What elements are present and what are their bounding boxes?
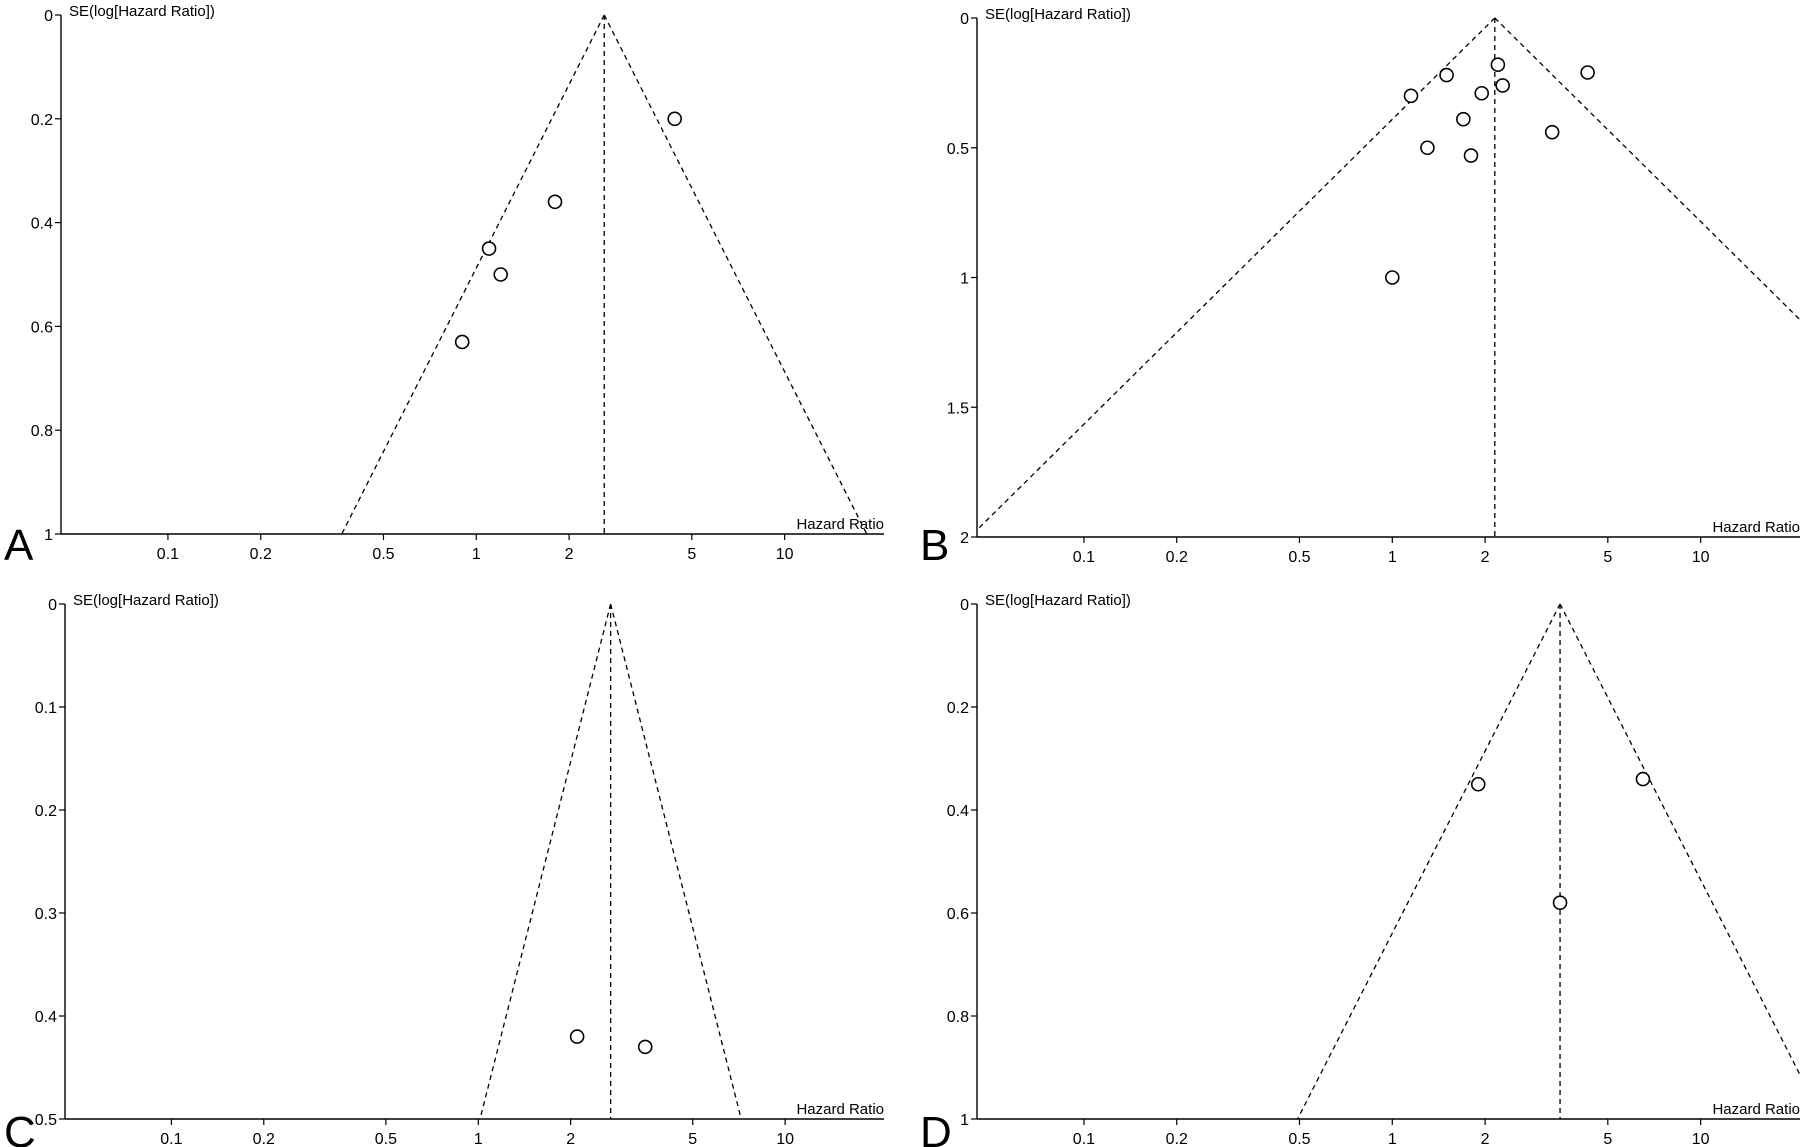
y-tick-label: 2 xyxy=(960,530,969,547)
x-tick-label: 0.1 xyxy=(156,546,180,563)
x-tick-label: 10 xyxy=(1691,1131,1710,1147)
y-tick-label: 0.5 xyxy=(34,1112,57,1129)
x-tick-label: 5 xyxy=(688,1131,698,1147)
funnel-left-limit xyxy=(342,15,604,534)
funnel-right-limit xyxy=(1560,604,1800,1119)
y-axis-title: SE(log[Hazard Ratio]) xyxy=(69,3,215,20)
study-point xyxy=(1554,896,1567,909)
study-point xyxy=(549,195,562,208)
study-point xyxy=(483,242,496,255)
y-tick-label: 0.3 xyxy=(34,906,57,923)
y-tick-label: 1 xyxy=(960,270,969,288)
x-tick-label: 5 xyxy=(1603,1131,1613,1147)
study-point xyxy=(494,268,507,281)
study-point xyxy=(1581,66,1594,79)
x-tick-label: 1 xyxy=(1387,1131,1397,1147)
x-tick-label: 0.5 xyxy=(1288,549,1311,566)
study-point xyxy=(1472,778,1485,791)
y-tick-label: 1.5 xyxy=(946,400,969,418)
x-tick-label: 0.2 xyxy=(1165,1131,1188,1147)
x-tick-label: 5 xyxy=(687,546,697,563)
y-axis-title: SE(log[Hazard Ratio]) xyxy=(985,592,1131,609)
x-axis-title: Hazard Ratio xyxy=(796,516,884,533)
x-tick-label: 2 xyxy=(1480,1131,1490,1147)
x-tick-label: 0.2 xyxy=(252,1131,275,1147)
x-tick-label: 2 xyxy=(1480,549,1490,566)
funnel-right-limit xyxy=(604,15,866,534)
x-tick-label: 10 xyxy=(776,1131,795,1147)
x-axis-title: Hazard Ratio xyxy=(1712,519,1800,536)
x-tick-label: 0.1 xyxy=(160,1131,183,1147)
x-tick-label: 0.5 xyxy=(1288,1131,1311,1147)
y-tick-label: 0.5 xyxy=(946,140,969,158)
y-tick-label: 0.4 xyxy=(30,215,53,233)
panel-letter: D xyxy=(920,1108,952,1147)
y-tick-label: 0.4 xyxy=(946,803,969,820)
y-axis-title: SE(log[Hazard Ratio]) xyxy=(985,6,1131,23)
y-tick-label: 0.2 xyxy=(946,700,969,717)
study-point xyxy=(1465,149,1478,162)
funnel-right-limit xyxy=(611,604,742,1119)
funnel-right-limit xyxy=(1495,18,1800,537)
y-tick-label: 0.8 xyxy=(30,423,53,441)
y-tick-label: 1 xyxy=(44,527,53,544)
study-point xyxy=(1491,58,1504,71)
x-tick-label: 10 xyxy=(1691,549,1710,566)
y-tick-label: 0 xyxy=(48,597,57,614)
x-tick-label: 1 xyxy=(1387,549,1397,566)
x-tick-label: 0.1 xyxy=(1072,549,1096,566)
x-tick-label: 5 xyxy=(1603,549,1613,566)
x-tick-label: 1 xyxy=(473,1131,483,1147)
study-point xyxy=(1405,89,1418,102)
x-tick-label: 1 xyxy=(471,546,481,563)
x-tick-label: 0.2 xyxy=(249,546,272,563)
panel-b xyxy=(920,6,1800,570)
x-tick-label: 0.2 xyxy=(1165,549,1188,566)
panel-letter: A xyxy=(4,521,34,570)
x-axis-title: Hazard Ratio xyxy=(1712,1101,1800,1118)
y-tick-label: 0 xyxy=(960,597,969,614)
panel-letter: B xyxy=(920,521,950,570)
panel-a xyxy=(4,3,884,570)
panel-d xyxy=(920,592,1800,1147)
study-point xyxy=(1636,773,1649,786)
funnel-left-limit xyxy=(1298,604,1560,1119)
study-point xyxy=(1546,126,1559,139)
study-point xyxy=(1386,271,1399,284)
y-tick-label: 0.8 xyxy=(946,1009,969,1026)
x-tick-label: 2 xyxy=(564,546,574,563)
x-tick-label: 10 xyxy=(775,546,794,563)
y-tick-label: 0 xyxy=(960,11,969,28)
study-point xyxy=(1440,69,1453,82)
study-point xyxy=(1421,141,1434,154)
y-axis-title: SE(log[Hazard Ratio]) xyxy=(73,592,219,609)
x-tick-label: 2 xyxy=(566,1131,576,1147)
panel-c xyxy=(4,592,884,1147)
panel-letter: C xyxy=(4,1108,36,1147)
x-axis-title: Hazard Ratio xyxy=(796,1101,884,1118)
y-tick-label: 0 xyxy=(44,8,53,25)
x-tick-label: 0.5 xyxy=(374,1131,398,1147)
study-point xyxy=(668,112,681,125)
study-point xyxy=(1496,79,1509,92)
study-point xyxy=(456,335,469,348)
y-tick-label: 0.6 xyxy=(30,319,53,337)
y-tick-label: 0.6 xyxy=(946,906,969,923)
funnel-left-limit xyxy=(480,604,611,1119)
study-point xyxy=(571,1030,584,1043)
x-tick-label: 0.5 xyxy=(372,546,395,563)
y-tick-label: 1 xyxy=(960,1112,969,1129)
y-tick-label: 0.1 xyxy=(34,700,57,717)
study-point xyxy=(639,1040,652,1053)
y-tick-label: 0.4 xyxy=(34,1009,57,1026)
study-point xyxy=(1475,87,1488,100)
y-tick-label: 0.2 xyxy=(30,111,53,129)
study-point xyxy=(1457,113,1470,126)
x-tick-label: 0.1 xyxy=(1072,1131,1096,1147)
y-tick-label: 0.2 xyxy=(34,803,57,820)
